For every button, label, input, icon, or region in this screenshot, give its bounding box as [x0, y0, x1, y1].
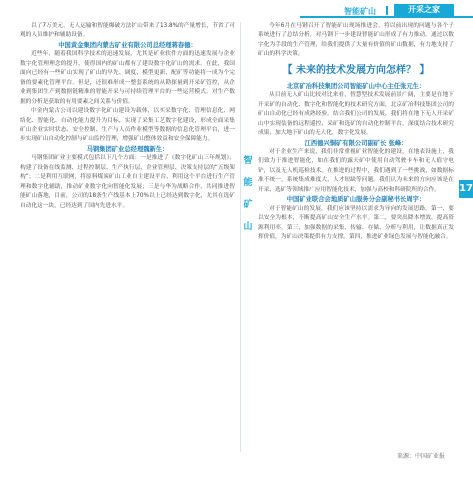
left-heading-1: 中国黄金集团内蒙古矿业有限公司总经理蒋春德：	[58, 41, 197, 49]
vertical-section-label	[241, 150, 255, 238]
right-column	[258, 22, 454, 243]
left-paragraph-1: 以了7万美元，无人运输和智能爆破方法扩山带来了13.8%的产量增长，节省了可观的人员维护和辅助设备。	[20, 23, 235, 39]
left-paragraph-4: 马钢集团矿业主要模式包括以下几个方面：一是推进了《数字化矿山三年规划》，构建了设备在线监测、过程控制层、生产执行层、企业管理层、决策支持层的“五级架构”；二是利用互联网，将原料煤炭矿山工业自主建设平台，利用这个平台进行生产管理和数字化辅助，推动矿业数字化向智能化发展；三是与华为战略合作，共同推进智能矿山落地，目前，公司的18条生产线基本上70%以上已经达到数字化，尤其在选矿自动化这一块，已经达到了国内先进水平。	[20, 155, 235, 209]
right-paragraph-2: 从目前无人矿山比较对比来看，智慧型技术发展前景广阔，主要是在地下开采矿的自动化、数字化和智能化的技术研究方面，北京矿冶科技集团公司的矿山自动化已经有成熟经验。结合我们公司的发展，我们将在地下无人开采矿山中实现装备的远程遥控、采矿和选矿的自动化控制平台，深度结合技术研究成果，加大地下矿山的无人化，数字化发展。	[258, 92, 454, 137]
right-heading-2: 江西德兴铜矿有限公司副矿长 张峰：	[304, 139, 408, 147]
vertical-char-1: 智	[243, 156, 253, 166]
left-column	[20, 22, 235, 211]
left-paragraph-2: 近些年，随着我国科学技术的迅速发展，尤其是矿业软件方面的迅速发展与企业数字化管理理念的提升，使得国内的矿山都有了建设数字化矿山的需求。在此，我国面向已经有一些矿山实现了矿山的早先、调度、模型更新、配矿等功能将一成为个完备的要素化管理平台。但是，还很难形成一整套系统的从勘探量到开采矿管控，从企业到集团生产到数据链精准的智能开采与可持续管理平台的一些运营模式。对生产数据的分析是获取的有用要素之间关系与价值。	[20, 51, 235, 105]
left-paragraph-3: 中金内蒙古公司以建设数字化矿山建设为载体，以买采数字化、管理信息化、网络化、智能化、自动化能力提升为目标，实现了采集工艺数字化建设，形成全面采集矿山企业实时状态、安全控制、生产与人员作业模型等数据的信息化管理平台，进一步实现矿山自动化控制与矿山监控管理，增强矿山整体效益和安全保障能力。	[20, 108, 235, 143]
right-heading-3: 中国矿业联合会地质矿山服务分会副秘书长周宇：	[286, 196, 426, 204]
right-paragraph-1: 今年6月在马钢召开了智能矿山现场推进会，将以前出现的问题与各个子系统进行了总结分析，对马钢下一步建设智能矿山形成了有力推动。通过以数字化为手段的生产管理，给我们提供了大量有价值的矿山数据，有力地支持了矿山的科学决策。	[258, 23, 454, 58]
vertical-char-3: 矿	[243, 200, 253, 210]
header-rule	[300, 16, 473, 18]
right-heading-1: 北京矿冶科技集团公司智能矿山中心主任张元生：	[286, 82, 426, 90]
header-separator	[386, 6, 394, 15]
left-heading-2: 马钢集团矿业总经理魏新生：	[86, 145, 169, 153]
page-number-badge: 17	[459, 180, 473, 198]
vertical-char-2: 能	[243, 178, 253, 188]
header-section-tag: 开采之家	[394, 4, 454, 16]
right-paragraph-4: 对于智能矿山的发展，我们应该坚持以需求为导向的发展思路。第一，要以安全为根本，不断提高矿山安全生产水平。第二，要突出降本增效，提高资源利用率。第三，加强数据的采集、传输、存储、分析与利用，让数据真正发挥价值，为矿山决策提供有力支撑。第四，推进矿业绿色发展与智能化融合。	[258, 205, 454, 241]
vertical-char-4: 山	[243, 222, 253, 232]
source-credit: 来源：中国矿业报	[396, 453, 445, 460]
right-paragraph-3: 对于企业生产来说，我们非常重视矿业智能化的建设。在地表设施上，我们致力于推进智能化，如在我们的露天矿中使用自动驾驶卡车和无人值守电铲，以及无人机巡检技术。在推进的过程中，我们遇到了一些挑战，如数据标准不统一，系统集成难度大，人才短缺等问题。我们认为未来的方向应该是在开采、选矿等领域推广应用智能化技术，加强与高校和科研院所的合作。	[258, 148, 454, 193]
section-question-heading: 【 未来的技术发展方向怎样？ 】	[282, 64, 430, 76]
header-brand: 智能矿山	[344, 7, 376, 16]
